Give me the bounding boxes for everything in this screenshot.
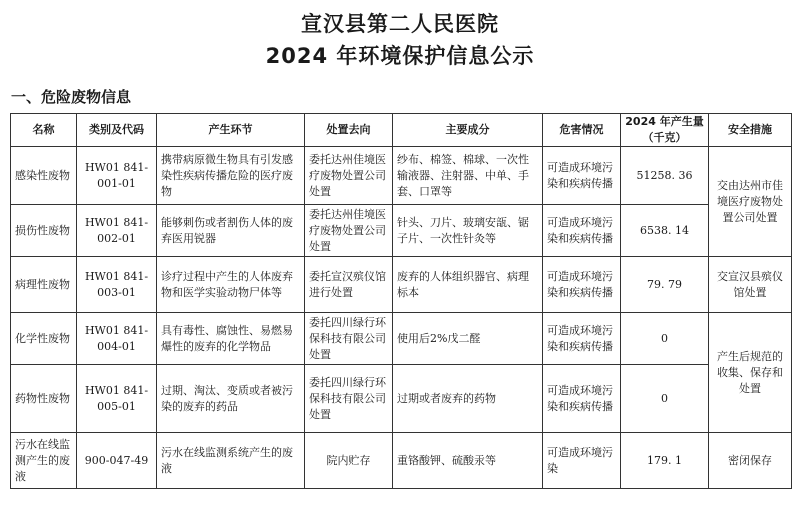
waste-stage: 具有毒性、腐蚀性、易燃易爆性的废弃的化学物品 bbox=[157, 313, 305, 365]
waste-code: HW01 841-001-01 bbox=[77, 147, 157, 205]
waste-hazard: 可造成环境污染和疾病传播 bbox=[543, 365, 621, 433]
header-cell: 类别及代码 bbox=[77, 114, 157, 147]
table-row bbox=[11, 147, 792, 205]
waste-destination: 委托四川绿行环保科技有限公司处置 bbox=[305, 313, 393, 365]
table-row bbox=[11, 313, 792, 365]
waste-code: HW01 841-003-01 bbox=[77, 257, 157, 313]
table-header-row bbox=[11, 114, 792, 147]
waste-code: 900-047-49 bbox=[77, 433, 157, 489]
waste-code: HW01 841-005-01 bbox=[77, 365, 157, 433]
waste-composition: 针头、刀片、玻璃安瓿、锯子片、一次性针灸等 bbox=[393, 205, 543, 257]
waste-amount: 79. 79 bbox=[621, 257, 709, 313]
waste-amount: 179. 1 bbox=[621, 433, 709, 489]
waste-amount: 0 bbox=[621, 365, 709, 433]
waste-destination: 委托达州佳境医疗废物处置公司处置 bbox=[305, 147, 393, 205]
waste-stage: 过期、淘汰、变质或者被污染的废弃的药品 bbox=[157, 365, 305, 433]
waste-stage: 诊疗过程中产生的人体废弃物和医学实验动物尸体等 bbox=[157, 257, 305, 313]
waste-hazard: 可造成环境污染 bbox=[543, 433, 621, 489]
waste-amount: 51258. 36 bbox=[621, 147, 709, 205]
waste-name: 损伤性废物 bbox=[11, 205, 77, 257]
waste-code: HW01 841-002-01 bbox=[77, 205, 157, 257]
waste-stage: 污水在线监测系统产生的废液 bbox=[157, 433, 305, 489]
waste-hazard: 可造成环境污染和疾病传播 bbox=[543, 257, 621, 313]
header-cell: 处置去向 bbox=[305, 114, 393, 147]
waste-name: 病理性废物 bbox=[11, 257, 77, 313]
table-row bbox=[11, 365, 792, 433]
waste-composition: 使用后2%戊二醛 bbox=[393, 313, 543, 365]
safety-measure: 交宣汉县殡仪馆处置 bbox=[709, 257, 792, 313]
waste-hazard: 可造成环境污染和疾病传播 bbox=[543, 147, 621, 205]
waste-destination: 院内贮存 bbox=[305, 433, 393, 489]
waste-composition: 废弃的人体组织器官、病理标本 bbox=[393, 257, 543, 313]
waste-composition: 过期或者废弃的药物 bbox=[393, 365, 543, 433]
waste-name: 污水在线监测产生的废液 bbox=[11, 433, 77, 489]
waste-destination: 委托达州佳境医疗废物处置公司处置 bbox=[305, 205, 393, 257]
waste-stage: 能够刺伤或者割伤人体的废弃医用锐器 bbox=[157, 205, 305, 257]
safety-measure: 交由达州市佳境医疗废物处置公司处置 bbox=[709, 147, 792, 257]
header-cell: 危害情况 bbox=[543, 114, 621, 147]
header-cell: 主要成分 bbox=[393, 114, 543, 147]
hazardous-waste-table bbox=[10, 113, 792, 489]
waste-hazard: 可造成环境污染和疾病传播 bbox=[543, 205, 621, 257]
waste-composition: 重铬酸钾、硫酸汞等 bbox=[393, 433, 543, 489]
waste-hazard: 可造成环境污染和疾病传播 bbox=[543, 313, 621, 365]
waste-name: 化学性废物 bbox=[11, 313, 77, 365]
waste-destination: 委托四川绿行环保科技有限公司处置 bbox=[305, 365, 393, 433]
table-row bbox=[11, 433, 792, 489]
waste-amount: 0 bbox=[621, 313, 709, 365]
safety-measure: 产生后规范的收集、保存和处置 bbox=[709, 313, 792, 433]
title-hospital: 宣汉县第二人民医院 bbox=[301, 12, 499, 36]
header-cell: 产生环节 bbox=[157, 114, 305, 147]
table-row bbox=[11, 257, 792, 313]
waste-name: 药物性废物 bbox=[11, 365, 77, 433]
header-cell: 名称 bbox=[11, 114, 77, 147]
waste-name: 感染性废物 bbox=[11, 147, 77, 205]
waste-amount: 6538. 14 bbox=[621, 205, 709, 257]
header-cell: 安全措施 bbox=[709, 114, 792, 147]
waste-composition: 纱布、棉签、棉球、一次性输液器、注射器、中单、手套、口罩等 bbox=[393, 147, 543, 205]
waste-code: HW01 841-004-01 bbox=[77, 313, 157, 365]
section-heading: 一、危险废物信息 bbox=[11, 88, 132, 106]
waste-stage: 携带病原微生物具有引发感染性疾病传播危险的医疗废物 bbox=[157, 147, 305, 205]
title-disclosure: 2024 年环境保护信息公示 bbox=[265, 44, 535, 68]
waste-destination: 委托宣汉殡仪馆进行处置 bbox=[305, 257, 393, 313]
safety-measure: 密闭保存 bbox=[709, 433, 792, 489]
header-cell: 2024 年产生量（千克） bbox=[621, 114, 709, 147]
table-row bbox=[11, 205, 792, 257]
